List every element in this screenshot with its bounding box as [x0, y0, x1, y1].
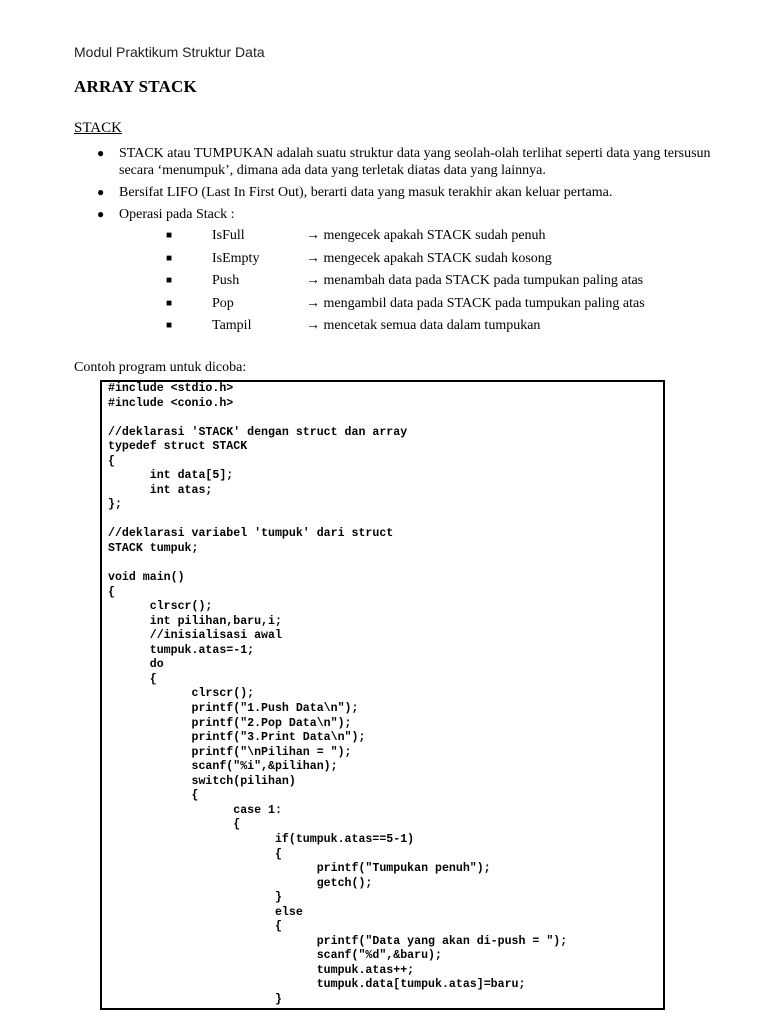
bullet-text: Operasi pada Stack : — [119, 207, 235, 222]
code-line: printf("1.Push Data\n"); — [108, 702, 359, 716]
operation-row — [74, 273, 734, 296]
operation-row — [74, 318, 734, 341]
code-line: getch(); — [108, 876, 373, 890]
operation-desc: → mencetak semua data dalam tumpukan — [306, 318, 541, 333]
code-line: { — [108, 454, 115, 468]
code-line: printf("2.Pop Data\n"); — [108, 716, 352, 730]
operation-desc: → mengecek apakah STACK sudah penuh — [306, 228, 546, 243]
operation-name: IsEmpty — [212, 250, 260, 266]
bullet-item — [74, 184, 714, 201]
operation-desc: → mengambil data pada STACK pada tumpukan paling atas — [306, 295, 645, 311]
bullet-dot-icon: ● — [97, 185, 105, 199]
bullet-dot-icon: ● — [97, 146, 105, 160]
code-line: STACK tumpuk; — [108, 542, 199, 556]
bullet-dot-icon: ● — [97, 207, 105, 221]
code-line — [108, 557, 663, 572]
code-line: printf("\nPilihan = "); — [108, 745, 352, 759]
operations-list — [74, 228, 734, 341]
code-line: //inisialisasi awal — [108, 629, 282, 643]
code-line: #include <stdio.h> — [108, 382, 234, 395]
operation-name: Pop — [212, 295, 234, 311]
code-line: printf("Tumpukan penuh"); — [108, 862, 491, 876]
code-line: switch(pilihan) — [108, 774, 296, 788]
square-bullet-icon: ■ — [166, 275, 173, 286]
code-line: clrscr(); — [108, 687, 255, 701]
section-heading: STACK — [74, 120, 122, 136]
bullet-item — [74, 145, 714, 179]
code-line: tumpuk.atas=-1; — [108, 643, 255, 657]
code-line: printf("Data yang akan di-push = "); — [108, 934, 568, 948]
code-line: { — [108, 818, 241, 832]
code-line: tumpuk.data[tumpuk.atas]=baru; — [108, 978, 526, 992]
code-box — [100, 380, 665, 1010]
operation-name: Tampil — [212, 318, 252, 333]
bullet-text: Bersifat LIFO (Last In First Out), berarti data yang masuk terakhir akan keluar pertama. — [119, 185, 613, 200]
code-line: } — [108, 992, 282, 1006]
code-line: }; — [108, 498, 122, 512]
operation-name: IsFull — [212, 228, 245, 243]
bullet-list — [74, 145, 714, 228]
code-line: { — [108, 672, 157, 686]
code-line: void main() — [108, 571, 185, 585]
code-line: { — [108, 789, 199, 803]
code-line: { — [108, 585, 115, 599]
operation-row — [74, 228, 734, 251]
code-line: tumpuk.atas++; — [108, 963, 415, 977]
square-bullet-icon: ■ — [166, 297, 173, 309]
code-line: scanf("%d",&baru); — [108, 949, 442, 963]
code-line: //deklarasi 'STACK' dengan struct dan array — [108, 425, 408, 439]
code-line: if(tumpuk.atas==5-1) — [108, 832, 415, 846]
code-line: else — [108, 905, 303, 919]
operation-desc: → menambah data pada STACK pada tumpukan paling atas — [306, 273, 644, 288]
code-line: int pilihan,baru,i; — [108, 614, 282, 628]
operation-desc: → mengecek apakah STACK sudah kosong — [306, 250, 552, 266]
page-title: ARRAY STACK — [74, 77, 197, 96]
document-header: Modul Praktikum Struktur Data — [74, 44, 265, 60]
code-line: { — [108, 920, 282, 934]
code-line: do — [108, 658, 164, 672]
square-bullet-icon: ■ — [166, 320, 173, 331]
code-line: } — [108, 891, 282, 905]
code-line: { — [108, 847, 282, 861]
bullet-text: STACK atau TUMPUKAN adalah suatu struktur data yang seolah-olah terlihat seperti data yang tersusun secara ‘menumpuk’, dimana ada data yang terletak diatas data yang lainnya. — [119, 146, 711, 178]
code-line: typedef struct STACK — [108, 440, 248, 454]
square-bullet-icon: ■ — [166, 230, 173, 241]
code-line — [108, 513, 663, 528]
operation-row — [74, 251, 734, 274]
operation-name: Push — [212, 273, 240, 288]
code-line — [108, 411, 663, 426]
code-line: clrscr(); — [108, 600, 213, 614]
bullet-item — [74, 206, 714, 223]
code-block — [102, 382, 663, 1008]
code-line: int atas; — [108, 483, 213, 497]
code-intro: Contoh program untuk dicoba: — [74, 360, 247, 375]
code-line: #include <conio.h> — [108, 396, 234, 410]
operation-row — [74, 296, 734, 319]
code-line: //deklarasi variabel 'tumpuk' dari struct — [108, 527, 394, 541]
code-line: printf("3.Print Data\n"); — [108, 731, 366, 745]
code-line: case 1: — [108, 803, 282, 817]
code-line: scanf("%i",&pilihan); — [108, 760, 338, 774]
code-line: int data[5]; — [108, 469, 234, 483]
square-bullet-icon: ■ — [166, 252, 173, 264]
